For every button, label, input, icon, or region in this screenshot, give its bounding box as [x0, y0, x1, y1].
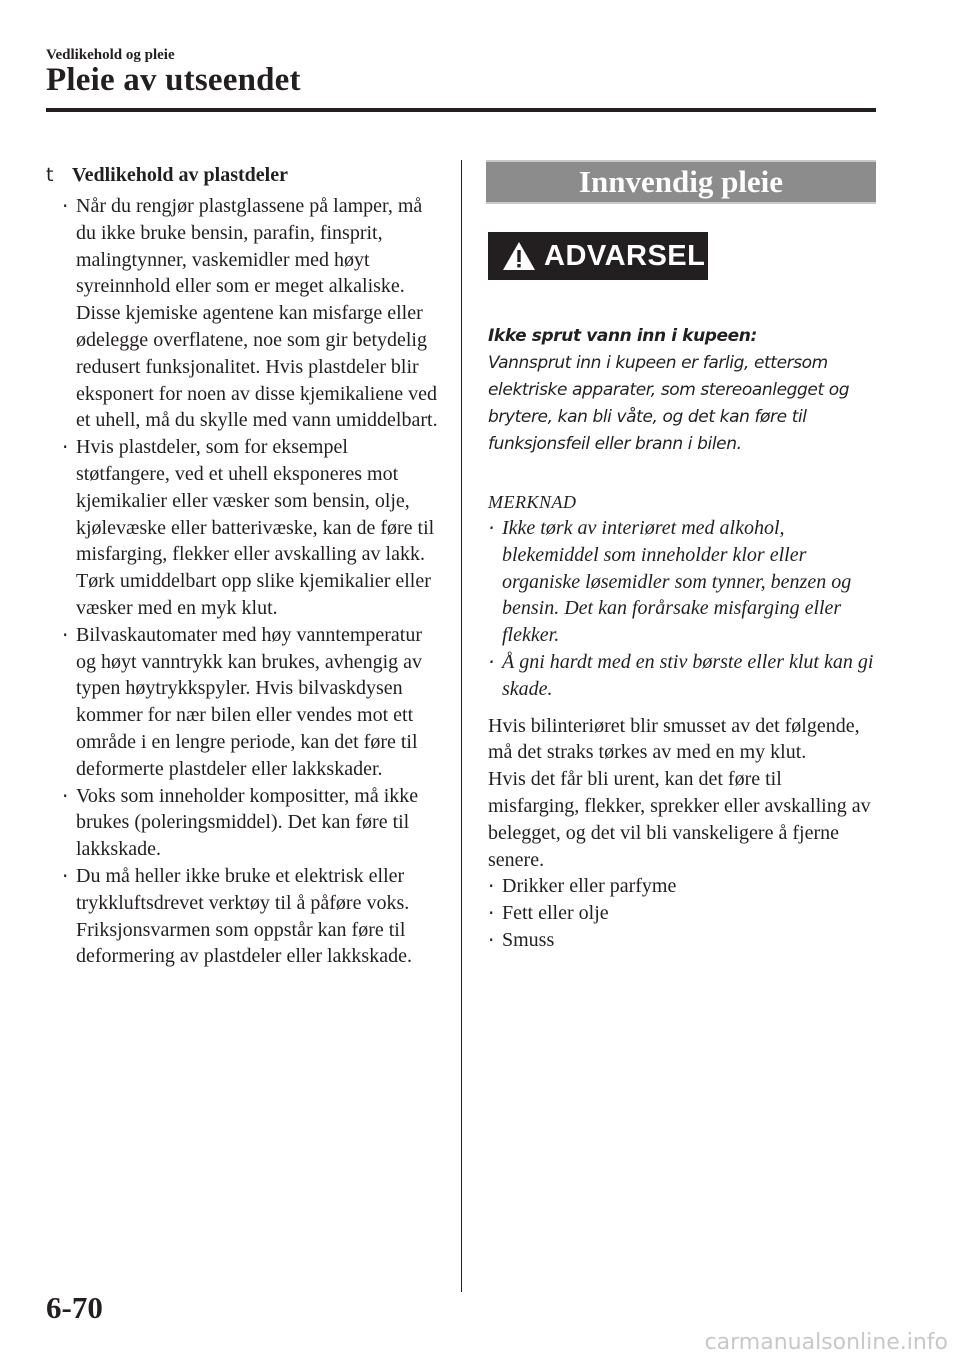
- warning-body: Vannsprut inn i kupeen er farlig, ettersom elektriske apparater, som stereoanlegget og brytere, kan bli våte, og det kan føre til funksjonsfeil eller brann i bilen.: [488, 353, 850, 454]
- list-item: [488, 515, 876, 649]
- warning-heading: Ikke sprut vann inn i kupeen:: [488, 326, 757, 346]
- list-item-text: Smuss: [502, 928, 555, 951]
- list-item: [62, 193, 441, 434]
- list-item-text: Når du rengjør plastglassene på lamper, må du ikke bruke bensin, parafin, finsprit, malingtynner, vaskemidler med høyt syreinnhold eller som er meget alkaliske. Disse kjemiske agentene kan misfarge eller ødelegge overflatene, noe som gir betydelig redusert funksjonalitet. Hvis plastdeler blir eksponert for noen av disse kjemikaliene ved et uhell, må du skylle med vann umiddelbart.: [76, 195, 438, 432]
- bullet-icon: ·: [62, 622, 69, 647]
- subheading: [46, 160, 441, 190]
- column-divider: [461, 160, 462, 1292]
- note-title: MERKNAD: [488, 492, 577, 512]
- list-item-text: Fett eller olje: [502, 902, 609, 925]
- list-item: [62, 434, 441, 622]
- note-list: [488, 515, 876, 703]
- bullet-icon: ·: [62, 194, 69, 218]
- body-paragraph: [488, 713, 876, 874]
- left-column: [46, 160, 441, 970]
- section-banner: Innvendig pleie: [486, 160, 876, 204]
- list-item: [488, 873, 876, 900]
- subheading-text: Vedlikehold av plastdeler: [72, 164, 288, 186]
- list-item: [62, 863, 441, 970]
- page-title: Pleie av utseendet: [46, 62, 301, 98]
- paragraph-line-1: Hvis bilinteriøret blir smusset av det følgende, må det straks tørkes av med en my klut.: [488, 714, 860, 764]
- bullet-icon: ·: [488, 874, 495, 899]
- list-item-text: Ikke tørk av interiøret med alkohol, blekemiddel som inneholder klor eller organiske løsemidler som tynner, benzen og bensin. Det kan forårsake misfarging eller flekker.: [502, 517, 852, 647]
- list-item: [488, 900, 876, 927]
- list-item-text: Du må heller ikke bruke et elektrisk eller trykkluftsdrevet verktøy til å påføre voks. Friksjonsvarmen som oppstår kan føre til deformering av plastdeler eller lakkskade.: [76, 864, 412, 968]
- paragraph-line-2: Hvis det får bli urent, kan det føre til misfarging, flekker, sprekker eller avskalling av belegget, og det vil bli vanskeligere å fjerne senere.: [488, 768, 871, 871]
- section-marker-icon: t: [46, 164, 54, 186]
- page-number: 6-70: [46, 1290, 103, 1325]
- list-item: [62, 783, 441, 863]
- list-item-text: Drikker eller parfyme: [502, 875, 677, 898]
- list-item: [488, 649, 876, 703]
- bullet-icon: ·: [488, 649, 495, 674]
- bullet-icon: ·: [62, 435, 69, 460]
- section-label: Vedlikehold og pleie: [46, 47, 175, 63]
- list-item-text: Voks som inneholder kompositter, må ikke brukes (poleringsmiddel). Det kan føre til lakkskade.: [76, 784, 419, 861]
- bullet-icon: ·: [488, 901, 495, 926]
- bullet-icon: ·: [488, 516, 495, 540]
- warning-label: ADVARSEL: [544, 239, 706, 272]
- bullet-icon: ·: [62, 783, 69, 808]
- list-item-text: Bilvaskautomater med høy vanntemperatur og høyt vanntrykk kan brukes, avhengig av typen høytrykkspyler. Hvis bilvaskdysen kommer for nær bilen eller vendes mot ett område i en lengre periode, kan det føre til deformerte plastdeler eller lakkskader.: [76, 623, 423, 780]
- stain-list: [488, 873, 876, 953]
- plastic-care-list: [62, 193, 441, 970]
- header-rule: [46, 108, 876, 112]
- warning-triangle-icon: [502, 241, 536, 271]
- watermark: carmanualsonline.info: [704, 1330, 948, 1355]
- bullet-icon: ·: [62, 863, 69, 888]
- right-column: [488, 160, 876, 954]
- warning-badge: [488, 232, 708, 280]
- list-item-text: Å gni hardt med en stiv børste eller klut kan gi skade.: [502, 650, 874, 700]
- list-item: [62, 622, 441, 783]
- list-item: [488, 927, 876, 954]
- bullet-icon: ·: [488, 927, 495, 952]
- list-item-text: Hvis plastdeler, som for eksempel støtfangere, ved et uhell eksponeres mot kjemikalier eller væsker som bensin, olje, kjølevæske eller batterivæske, kan de føre til misfarging, flekker eller avskalling av lakk. Tørk umiddelbart opp slike kjemikalier eller væsker med en myk klut.: [76, 436, 435, 619]
